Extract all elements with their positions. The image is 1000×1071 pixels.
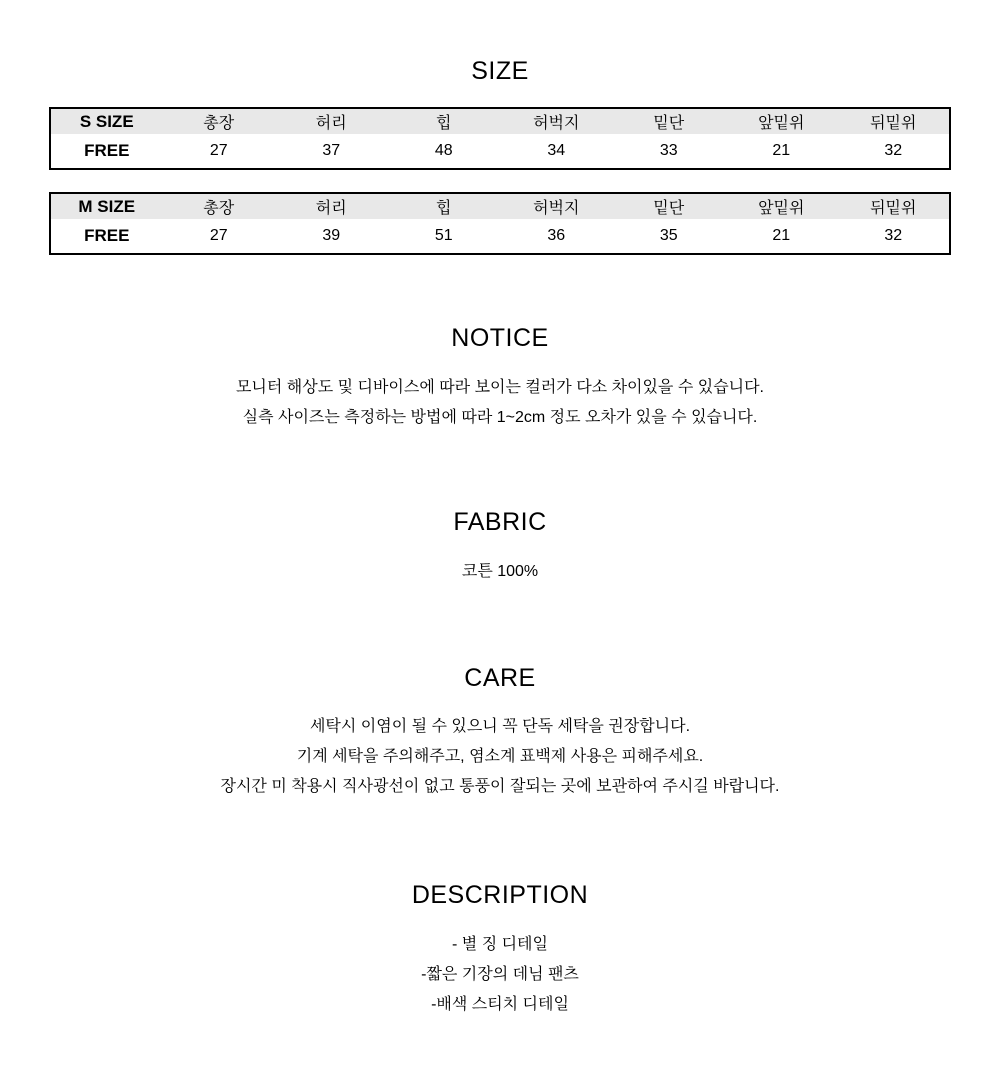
description-line: - 별 징 디테일 bbox=[452, 936, 548, 953]
size-table-m-data-cell: 32 bbox=[884, 227, 903, 244]
care-section-title: CARE bbox=[464, 663, 536, 692]
size-table-m bbox=[49, 192, 951, 255]
size-table-s-header-cell: 앞밑위 bbox=[758, 115, 805, 132]
size-table-s-header-row bbox=[50, 108, 950, 134]
size-table-m-header-cell: 허벅지 bbox=[533, 200, 580, 217]
fabric-line: 코튼 100% bbox=[461, 562, 539, 580]
fabric-section-title: FABRIC bbox=[453, 507, 547, 536]
size-table-m-header-cell: 힙 bbox=[436, 200, 452, 217]
size-section-title: SIZE bbox=[471, 57, 529, 85]
size-table-s-header-cell: 힙 bbox=[436, 115, 452, 132]
size-table-s bbox=[49, 107, 951, 170]
size-section bbox=[0, 57, 1000, 255]
size-table-m-header-cell: 밑단 bbox=[653, 200, 685, 217]
product-info-page bbox=[0, 57, 1000, 1071]
size-table-m-data-cell: 35 bbox=[659, 227, 678, 244]
size-table-m-data-cell: 36 bbox=[547, 227, 566, 244]
size-table-s-data-cell: 32 bbox=[884, 142, 903, 159]
notice-section-title: NOTICE bbox=[451, 324, 549, 352]
size-table-s-data-cell: 37 bbox=[322, 142, 341, 159]
size-table-m-header-cell: 앞밑위 bbox=[758, 200, 805, 217]
size-table-m-data-row bbox=[50, 219, 950, 254]
description-text bbox=[0, 930, 1000, 1020]
size-table-m-row-label: FREE bbox=[84, 226, 130, 245]
size-table-s-header-cell: 허벅지 bbox=[533, 115, 580, 132]
size-table-s-header-cell: 총장 bbox=[203, 115, 235, 132]
size-table-m-data-cell: 21 bbox=[772, 227, 791, 244]
size-table-s-data-cell: 27 bbox=[209, 142, 228, 159]
care-line: 기계 세탁을 주의해주고, 염소계 표백제 사용은 피해주세요. bbox=[296, 748, 704, 766]
description-line: -짧은 기장의 데님 팬츠 bbox=[421, 966, 579, 983]
size-table-m-data-cell: 51 bbox=[434, 227, 453, 244]
size-table-s-header-cell: 뒤밑위 bbox=[870, 115, 917, 132]
fabric-section bbox=[0, 508, 1000, 587]
size-table-s-data-cell: 33 bbox=[659, 142, 678, 159]
size-table-m-header-cell: 총장 bbox=[203, 200, 235, 217]
care-line: 세탁시 이염이 될 수 있으니 꼭 단독 세탁을 권장합니다. bbox=[309, 718, 691, 736]
fabric-text bbox=[0, 557, 1000, 587]
size-table-m-label: M SIZE bbox=[78, 196, 136, 216]
notice-line: 모니터 해상도 및 디바이스에 따라 보이는 컬러가 다소 차이있을 수 있습니다. bbox=[235, 378, 765, 396]
size-table-s-row-label: FREE bbox=[84, 141, 130, 160]
size-table-m-data-cell: 39 bbox=[322, 227, 341, 244]
size-table-s-data-row bbox=[50, 134, 950, 169]
notice-line: 실측 사이즈는 측정하는 방법에 따라 1~2cm 정도 오차가 있을 수 있습니다. bbox=[242, 408, 758, 426]
care-section bbox=[0, 664, 1000, 803]
notice-text bbox=[0, 373, 1000, 433]
size-table-m-header-cell: 뒤밑위 bbox=[870, 200, 917, 217]
size-table-m-header-cell: 허리 bbox=[315, 200, 347, 217]
description-section bbox=[0, 881, 1000, 1020]
size-table-s-header-cell: 허리 bbox=[315, 115, 347, 132]
size-table-s-data-cell: 48 bbox=[434, 142, 453, 159]
description-line: -배색 스티치 디테일 bbox=[431, 996, 569, 1013]
size-table-s-label: S SIZE bbox=[79, 111, 134, 131]
size-table-s-data-cell: 34 bbox=[547, 142, 566, 159]
size-table-m-header-row bbox=[50, 193, 950, 219]
care-line: 장시간 미 착용시 직사광선이 없고 통풍이 잘되는 곳에 보관하여 주시길 바랍니다. bbox=[220, 778, 780, 796]
description-section-title: DESCRIPTION bbox=[411, 881, 589, 910]
size-table-m-data-cell: 27 bbox=[209, 227, 228, 244]
notice-section bbox=[0, 324, 1000, 433]
size-table-s-data-cell: 21 bbox=[772, 142, 791, 159]
care-text bbox=[0, 712, 1000, 802]
size-table-s-header-cell: 밑단 bbox=[653, 115, 685, 132]
